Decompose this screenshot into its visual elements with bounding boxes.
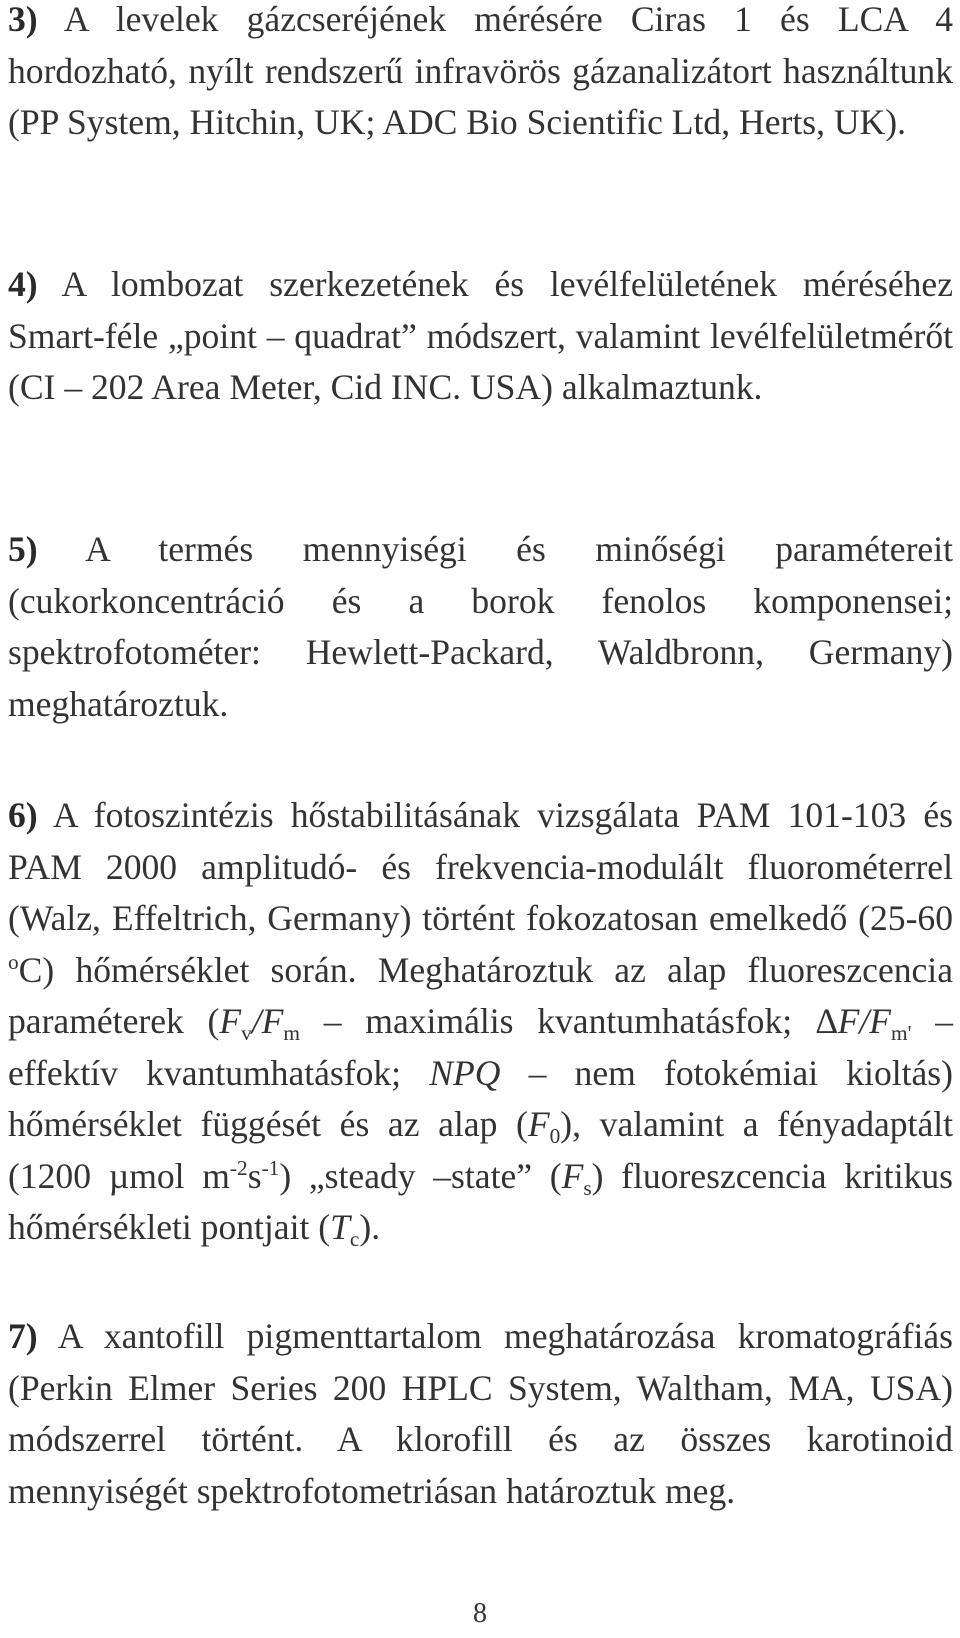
paragraph-number: 7) — [8, 1316, 38, 1356]
symbol-delta-f: ∆F/F — [815, 1001, 892, 1041]
subscript: c — [349, 1227, 360, 1252]
paragraph-text: ). — [359, 1207, 381, 1247]
superscript: -1 — [261, 1155, 280, 1180]
paragraph-text: s — [247, 1155, 262, 1196]
paragraph-text: ) „steady –state” ( — [279, 1155, 562, 1196]
symbol-f: F — [261, 1001, 284, 1041]
paragraph-text: A termés mennyiségi és minőségi paramétereit (cukorkoncentráció és a borok fenolos komponensei; spektrofotométer: Hewlett-Packard, Waldbronn, Germany) meghatároztuk. — [8, 529, 953, 724]
paragraph-7 — [8, 1311, 953, 1517]
paragraph-3 — [8, 0, 953, 149]
symbol-npq: NPQ — [429, 1052, 501, 1093]
page-number: 8 — [473, 1598, 487, 1629]
symbol-f: F — [561, 1155, 584, 1196]
paragraph-text: – nem fotokémiai kioltás) hőmérséklet függését és az alap ( — [8, 1052, 953, 1144]
superscript: o — [8, 949, 19, 974]
subscript: s — [583, 1175, 592, 1200]
paragraph-text: – maximális kvantumhatásfok; — [300, 1001, 816, 1041]
paragraph-4 — [8, 259, 953, 414]
paragraph-number: 3) — [8, 0, 38, 39]
symbol-t: T — [330, 1207, 350, 1247]
symbol-slash: / — [251, 1001, 262, 1041]
superscript: -2 — [229, 1155, 248, 1180]
subscript: v — [241, 1021, 252, 1046]
paragraph-5 — [8, 524, 953, 730]
symbol-f: F — [527, 1104, 550, 1144]
subscript: m — [283, 1021, 301, 1046]
paragraph-text: A xantofill pigmenttartalom meghatározása kromatográfiás (Perkin Elmer Series 200 HPLC System, Waltham, MA, USA) módszerrel történt. A klorofill és az összes karotinoid mennyiségét spektrofotometriásan határoztuk meg. — [8, 1316, 953, 1511]
paragraph-text: – effektív kvantumhatásfok; — [8, 1001, 953, 1093]
paragraph-number: 5) — [8, 529, 38, 569]
paragraph-text: ), valamint a fényadaptált (1200 µmol m — [8, 1104, 954, 1196]
paragraph-text: A fotoszintézis hőstabilitásának vizsgálata PAM 101-103 és PAM 2000 amplitudó- és frekvencia-modulált fluorométerrel (Walz, Effeltrich, Germany) történt fokozatosan emelkedő (25-60 — [8, 795, 953, 938]
paragraph-text: C) hőmérséklet során. Meghatároztuk az alap fluoreszcencia paraméterek ( — [8, 949, 953, 1041]
subscript: m' — [891, 1021, 912, 1046]
paragraph-6 — [8, 790, 953, 1254]
paragraph-text: A lombozat szerkezetének és levélfelületének méréséhez Smart-féle „point – quadrat” módszert, valamint levélfelületmérőt (CI – 202 Area Meter, Cid INC. USA) alkalmaztunk. — [8, 264, 953, 407]
symbol-f: F — [219, 1001, 242, 1041]
paragraph-number: 4) — [8, 264, 38, 304]
paragraph-number: 6) — [8, 795, 38, 835]
subscript: 0 — [549, 1124, 561, 1149]
paragraph-text: ) fluoreszcencia kritikus hőmérsékleti pontjait ( — [8, 1155, 953, 1247]
paragraph-text: A levelek gázcseréjének mérésére Ciras 1 és LCA 4 hordozható, nyílt rendszerű infravörös gázanalizátort használtunk (PP System, Hitchin, UK; ADC Bio Scientific Ltd, Herts, UK). — [8, 0, 953, 142]
